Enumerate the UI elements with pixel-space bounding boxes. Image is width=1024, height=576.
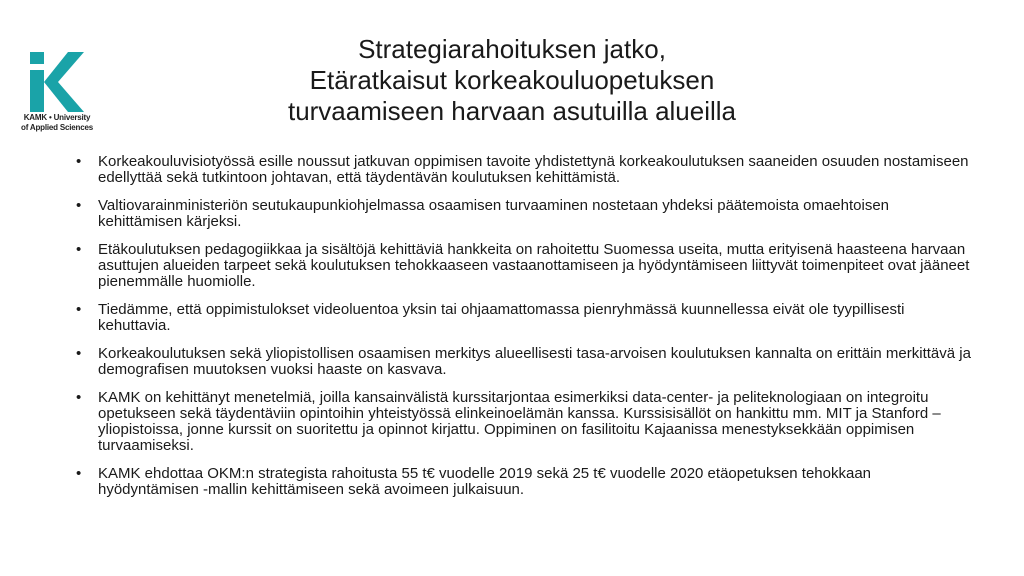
- bullet-item: • KAMK ehdottaa OKM:n strategista rahoitusta 55 t€ vuodelle 2019 sekä 25 t€ vuodelle 2020 etäopetuksen tehokkaan hyödyntämisen -mallin kehittämiseen sekä avoimeen julkaisuun.: [76, 466, 976, 498]
- bullet-item: • Etäkoulutuksen pedagogiikkaa ja sisältöjä kehittäviä hankkeita on rahoitettu Suomessa useita, mutta erityisenä haasteena harvaan asuttujen alueiden tarpeet sekä koulutuksen tehokkaaseen vastaanottamiseen ja hyödyntämiseen liittyvät toimenpiteet ovat jääneet pienemmälle huomiolle.: [76, 242, 976, 290]
- logo-line-2: of Applied Sciences: [21, 123, 93, 132]
- logo-caption: [16, 113, 98, 133]
- kamk-logo: [16, 40, 98, 140]
- kamk-k-icon: [28, 52, 86, 112]
- title-line-1: Strategiarahoituksen jatko,: [358, 34, 666, 64]
- bullet-item: • Valtiovarainministeriön seutukaupunkiohjelmassa osaamisen turvaaminen nostetaan yhdeksi päätemoista omaehtoisen kehittämisen kärjeksi.: [76, 198, 976, 230]
- bullet-list: [76, 154, 976, 510]
- logo-line-1: KAMK • University: [23, 113, 91, 122]
- title-line-3: turvaamiseen harvaan asutuilla alueilla: [287, 96, 737, 126]
- title-line-2: Etäratkaisut korkeakouluopetuksen: [309, 65, 715, 95]
- slide-title: [180, 34, 844, 127]
- bullet-item: • KAMK on kehittänyt menetelmiä, joilla kansainvälistä kurssitarjontaa esimerkiksi data-center- ja peliteknologiaan on integroitu opetukseen sekä täydentäviin opintoihin yhteistyössä elinkeinoelämän kanssa. Kurssisisällöt on hankittu mm. MIT ja Stanford –yliopistoissa, jonne kurssit on suoritettu ja opinnot kirjattu. Oppiminen on fasilitoitu Kajaanissa menestyksekkään oppimisen turvaamiseksi.: [76, 390, 976, 454]
- bullet-item: • Tiedämme, että oppimistulokset videoluentoa yksin tai ohjaamattomassa pienryhmässä kuunnellessa eivät ole tyypillisesti kehuttavia.: [76, 302, 976, 334]
- bullet-item: • Korkeakouluvisiotyössä esille noussut jatkuvan oppimisen tavoite yhdistettynä korkeakoulutuksen saaneiden osuuden nostamiseen edellyttää sekä tutkintoon johtavan, että täydentävän koulutuksen kehittämistä.: [76, 154, 976, 186]
- bullet-item: • Korkeakoulutuksen sekä yliopistollisen osaamisen merkitys alueellisesti tasa-arvoisen koulutuksen kannalta on erittäin merkittävä ja demografisen muutoksen vuoksi haaste on kasvava.: [76, 346, 976, 378]
